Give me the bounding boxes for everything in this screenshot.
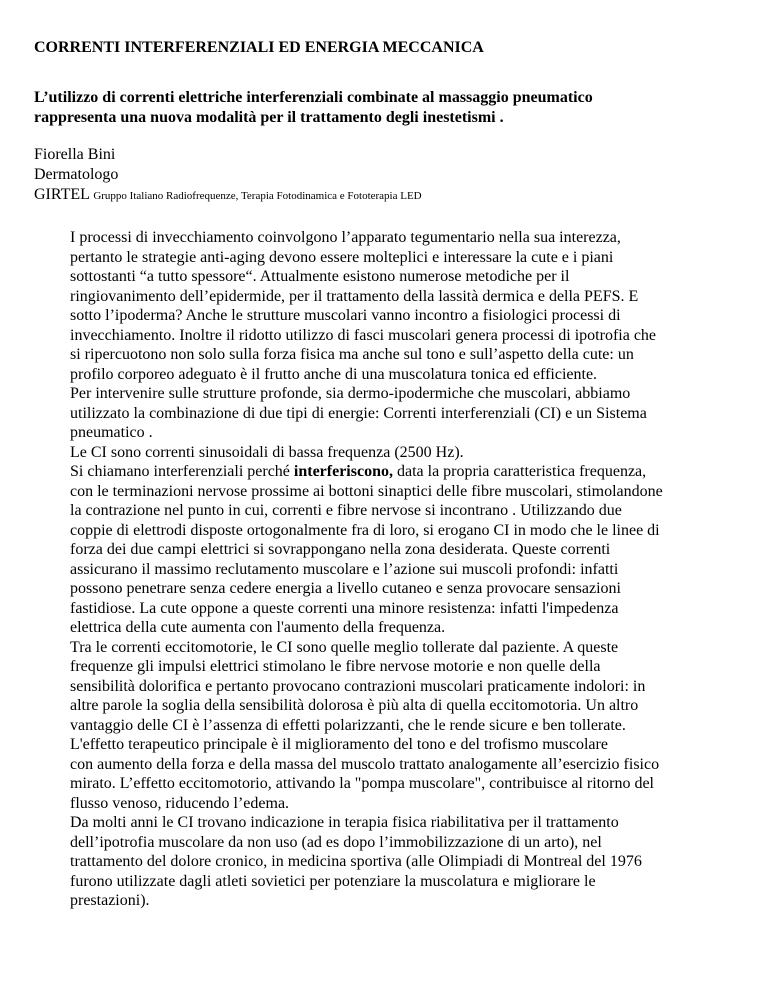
body-line: assicurano il massimo reclutamento muscolare e l’azione sui muscoli profondi: infatti bbox=[70, 560, 619, 578]
body-line: pneumatico . bbox=[70, 424, 153, 441]
body-line: coppie di elettrodi disposte ortogonalmente fra di loro, si erogano CI in modo che le linee di bbox=[70, 521, 660, 539]
body-text bbox=[70, 228, 740, 911]
subtitle-line: rappresenta una nuova modalità per il trattamento degli inestetismi . bbox=[34, 109, 504, 126]
body-line: flusso venoso, riducendo l’edema. bbox=[70, 794, 290, 812]
body-line: I processi di invecchiamento coinvolgono l’apparato tegumentario nella sua interezza, bbox=[70, 229, 621, 246]
body-line: si ripercuotono non solo sulla forza fisica ma anche sul tono e sull’aspetto della cute: un bbox=[70, 346, 634, 363]
body-line: dell’ipotrofia muscolare da non uso (ad es dopo l’immobilizzazione di un arto), nel bbox=[70, 833, 602, 851]
subtitle-line: L’utilizzo di correnti elettriche interferenziali combinate al massaggio pneumatico bbox=[34, 89, 593, 106]
author-role: Dermatologo bbox=[34, 166, 119, 183]
body-line: altre parole la soglia della sensibilità dolorosa è più alta di quella eccitomotoria. Un altro bbox=[70, 697, 639, 714]
body-line: furono utilizzate dagli atleti sovietici per potenziare la muscolatura e migliorare le bbox=[70, 872, 596, 890]
document-subtitle bbox=[34, 88, 754, 128]
author-name: Fiorella Bini bbox=[34, 146, 116, 163]
body-line: sottostanti “a tutto spessore“. Attualmente esistono numerose metodiche per il bbox=[70, 268, 570, 285]
body-line: pertanto le strategie anti-aging devono essere molteplici e interessare la cute e i piani bbox=[70, 248, 614, 266]
body-line: forza dei due campi elettrici si sovrappongano nella zona desiderata. Queste correnti bbox=[70, 541, 611, 558]
body-line: sotto l’ipoderma? Anche le strutture muscolari vanno incontro a fisiologici processi di bbox=[70, 307, 621, 324]
body-line: possono penetrare senza cedere energia a livello cutaneo e senza provocare sensazioni bbox=[70, 580, 621, 597]
organization-full-name: Gruppo Italiano Radiofrequenze, Terapia Fotodinamica e Fototerapia LED bbox=[93, 190, 422, 202]
emphasized-term: interferiscono, bbox=[293, 463, 393, 480]
body-line: mirato. L’effetto eccitomotorio, attivando la "pompa muscolare", contribuisce al ritorno del bbox=[70, 775, 654, 792]
body-line-start: Si chiamano interferenziali perché bbox=[70, 463, 294, 480]
body-line: invecchiamento. Inoltre il ridotto utilizzo di fasci muscolari genera processi di ipotrofia che bbox=[70, 326, 657, 344]
body-line: Tra le correnti eccitomotorie, le CI sono quelle meglio tollerate dal paziente. A queste bbox=[70, 638, 619, 656]
body-line: sensibilità dolorifica e pertanto provocano contrazioni muscolari praticamente indolori: in bbox=[70, 677, 646, 695]
body-line: L'effetto terapeutico principale è il miglioramento del tono e del trofismo muscolare bbox=[70, 736, 608, 753]
body-line: trattamento del dolore cronico, in medicina sportiva (alle Olimpiadi di Montreal del 1976 bbox=[70, 853, 642, 870]
body-line: elettrica della cute aumenta con l'aumento della frequenza. bbox=[70, 619, 446, 636]
body-line: ringiovanimento dell’epidermide, per il trattamento della lassità dermica e della PEFS. E bbox=[70, 287, 639, 305]
body-line: con le terminazioni nervose prossime ai bottoni sinaptici delle fibre muscolari, stimolandone bbox=[70, 482, 663, 500]
body-line: Per intervenire sulle strutture profonde, sia dermo-ipodermiche che muscolari, abbiamo bbox=[70, 385, 631, 402]
body-line: prestazioni). bbox=[70, 892, 150, 909]
body-line: Le CI sono correnti sinusoidali di bassa frequenza (2500 Hz). bbox=[70, 443, 464, 461]
author-organization bbox=[34, 185, 754, 205]
body-line: frequenze gli impulsi elettrici stimolano le fibre nervose motorie e non quelle della bbox=[70, 658, 601, 675]
body-line-mixed bbox=[70, 462, 740, 482]
body-line: con aumento della forza e della massa del muscolo trattato analogamente all’esercizio fisico bbox=[70, 755, 660, 773]
author-block bbox=[34, 145, 754, 205]
body-line: la contrazione nel punto in cui, correnti e fibre nervose si incontrano . Utilizzando due bbox=[70, 502, 622, 519]
document-title: CORRENTI INTERFERENZIALI ED ENERGIA MECCANICA bbox=[34, 39, 484, 56]
body-line: vantaggio delle CI è l’assenza di effetti polarizzanti, che le rende sicure e ben tollerate. bbox=[70, 716, 626, 734]
body-line: Da molti anni le CI trovano indicazione in terapia fisica riabilitativa per il trattamento bbox=[70, 814, 619, 831]
body-line-end: data la propria caratteristica frequenza, bbox=[392, 463, 647, 480]
organization-acronym: GIRTEL bbox=[34, 186, 90, 203]
body-line: profilo corporeo adeguato è il frutto anche di una muscolatura tonica ed efficiente. bbox=[70, 365, 598, 383]
body-line: fastidiose. La cute oppone a queste correnti una minore resistenza: infatti l'impedenza bbox=[70, 599, 619, 617]
body-line: utilizzato la combinazione di due tipi di energie: Correnti interferenziali (CI) e un Sistema bbox=[70, 404, 647, 422]
